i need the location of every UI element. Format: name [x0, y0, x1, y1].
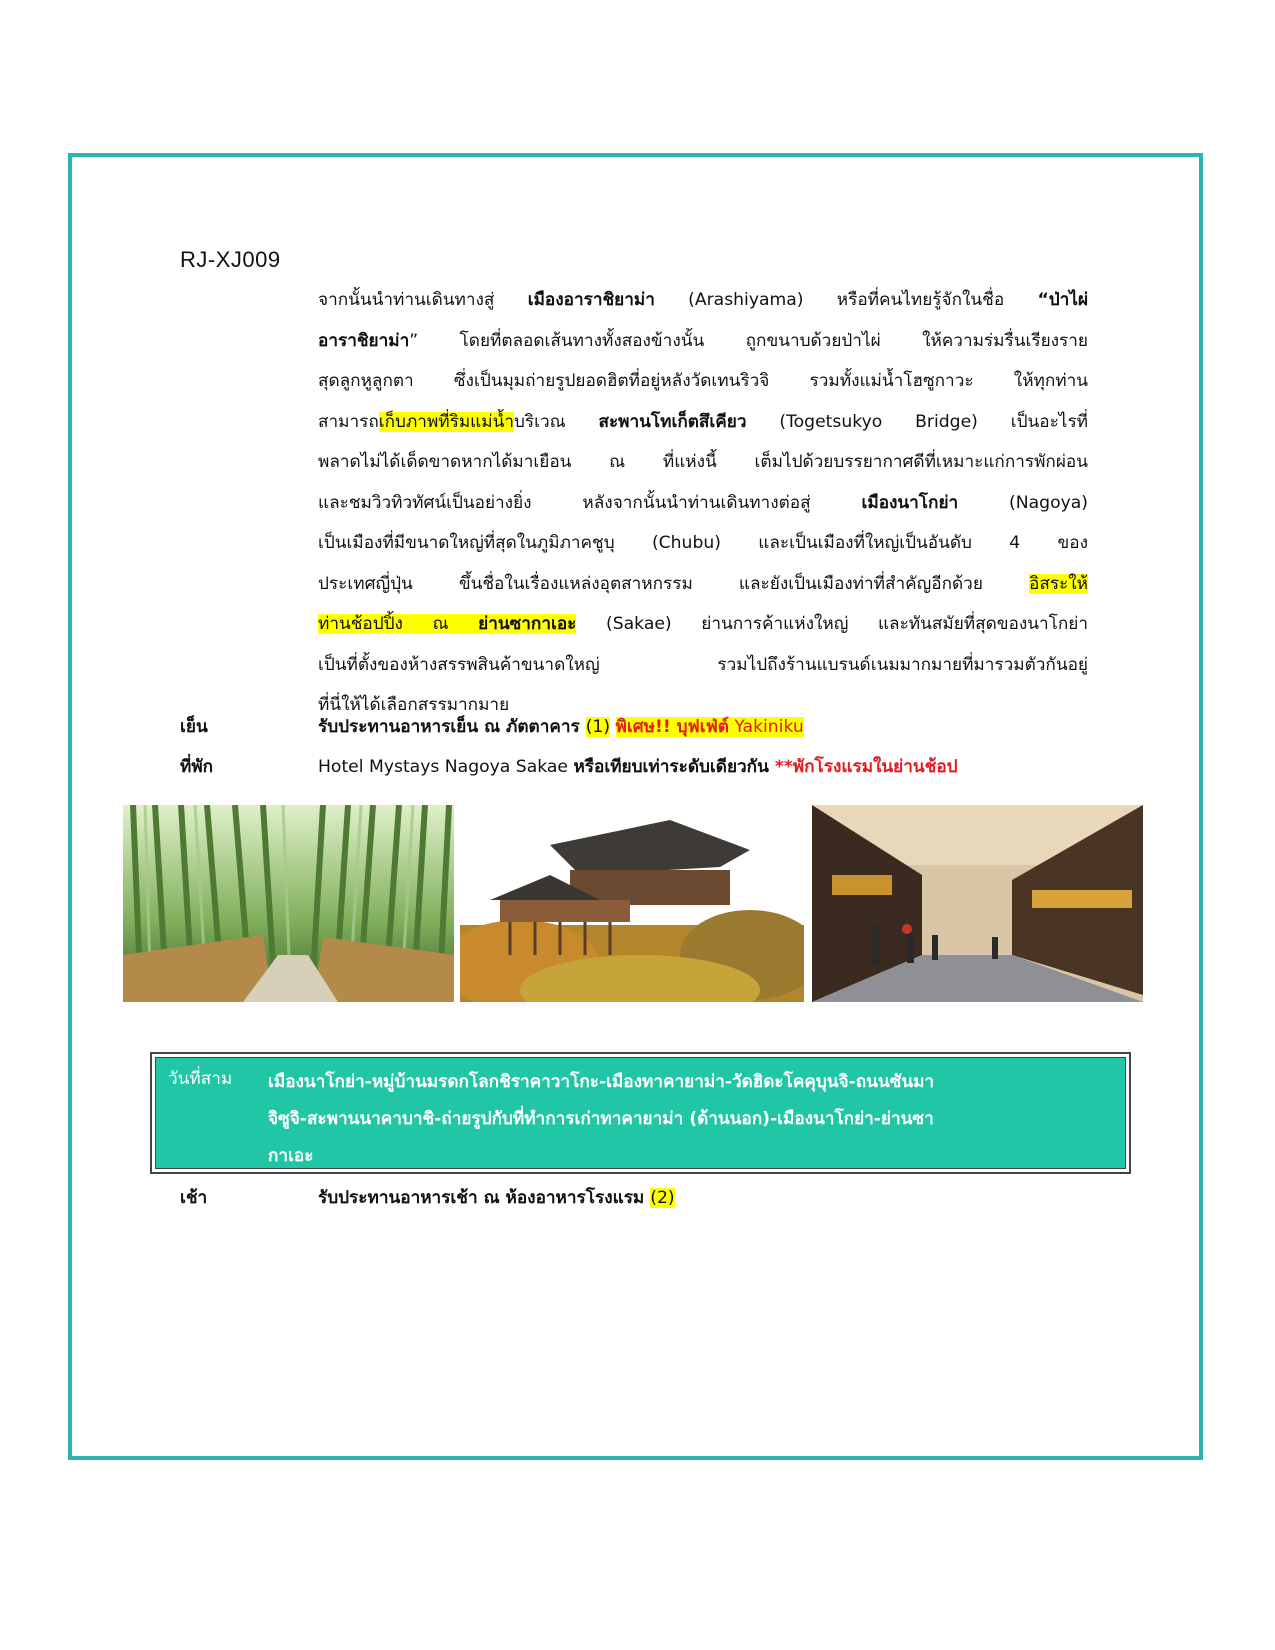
dinner-text: รับประทานอาหารเย็น ณ ภัตตาคาร: [318, 717, 586, 737]
hotel-name: Hotel Mystays Nagoya Sakae: [318, 757, 574, 777]
paragraph-text: ประเทศญี่ปุ่น ขึ้นชื่อในเรื่องแหล่งอุตสาหกรรม และยังเป็นเมืองท่าที่สำคัญอีกด้วย: [318, 573, 1029, 594]
hotel-equivalent: หรือเทียบเท่าระดับเดียวกัน: [573, 757, 775, 777]
paragraph-line: [318, 321, 1088, 362]
kiyomizu-temple-photo: [460, 805, 804, 1002]
paragraph-text: อาราชิยาม่า: [318, 330, 410, 351]
paragraph-text: ” โดยที่ตลอดเส้นทางทั้งสองข้างนั้น ถูกขนาบด้วยป่าไผ่ ให้ความร่มรื่นเรียงราย: [409, 330, 1088, 351]
paragraph-text: (Nagoya): [958, 492, 1088, 513]
paragraph-text: สามารถ: [318, 411, 379, 432]
highlighted-text: ย่านซากาเอะ: [478, 614, 577, 634]
paragraph-line: [318, 280, 1088, 321]
paragraph-text: ที่นี่ให้ได้เลือกสรรมากมาย: [318, 695, 510, 715]
paragraph-text: เป็นที่ตั้งของห้างสรรพสินค้าขนาดใหญ่ รวมไปถึงร้านแบรนด์เนมมากมายที่มารวมตัวกันอยู่: [318, 654, 1088, 675]
day3-route: [268, 1064, 1103, 1175]
paragraph-line: [318, 564, 1088, 605]
day3-route-line: กาเอะ: [268, 1146, 314, 1166]
paragraph-text: (Togetsukyo Bridge) เป็นอะไรที่: [746, 411, 1088, 432]
breakfast-value: [318, 1183, 675, 1211]
paragraph-text: เป็นเมืองที่มีขนาดใหญ่ที่สุดในภูมิภาคชูบุ (Chubu) และเป็นเมืองที่ใหญ่เป็นอันดับ 4 ของ: [318, 533, 1088, 553]
paragraph-text: (Arashiyama) หรือที่คนไทยรู้จักในชื่อ: [654, 290, 1038, 310]
hotel-note: **พักโรงแรมในย่านช้อป: [774, 757, 958, 777]
paragraph-text: บริเวณ: [513, 411, 599, 432]
highlighted-text: เก็บภาพที่ริมแม่น้ำ: [378, 411, 514, 432]
paragraph-text: จากนั้นนำท่านเดินทางสู่: [318, 290, 528, 310]
paragraph-text: เมืองอาราชิยาม่า: [527, 290, 655, 310]
itinerary-paragraph: [318, 280, 1088, 726]
highlighted-text: อิสระให้: [1029, 573, 1088, 594]
paragraph-text: เมืองนาโกย่า: [861, 492, 959, 513]
paragraph-text: และชมวิวทิวทัศน์เป็นอย่างยิ่ง หลังจากนั้นนำท่านเดินทางต่อสู่: [318, 492, 862, 513]
hotel-value: [318, 752, 958, 780]
meal-number: (2): [650, 1188, 675, 1208]
day3-header: [150, 1052, 1131, 1174]
meal-number: (1): [585, 717, 611, 737]
paragraph-line: [318, 442, 1088, 483]
paragraph-text: สะพานโทเก็ตสึเคียว: [598, 411, 747, 432]
paragraph-line: [318, 483, 1088, 524]
hotel-label: ที่พัก: [180, 757, 214, 777]
paragraph-text: “ป่าไผ่: [1037, 290, 1088, 310]
dinner-label: เย็น: [180, 717, 208, 737]
day3-band: [155, 1057, 1126, 1169]
paragraph-line: [318, 604, 1088, 645]
breakfast-label: เช้า: [180, 1188, 208, 1208]
paragraph-line: [318, 361, 1088, 402]
dinner-value: [318, 712, 804, 740]
highlighted-text: ท่านช้อปปิ้ง ณ: [318, 614, 479, 634]
old-street-photo: [812, 805, 1143, 1002]
paragraph-line: [318, 402, 1088, 443]
paragraph-text: สุดลูกหูลูกตา ซึ่งเป็นมุมถ่ายรูปยอดฮิตที่อยู่หลังวัดเทนริวจิ รวมทั้งแม่น้ำโฮซูกาวะ ให้ทุกท่าน: [318, 371, 1088, 391]
paragraph-line: [318, 523, 1088, 564]
special-menu: Yakiniku: [728, 717, 804, 737]
day3-label: วันที่สาม: [168, 1069, 233, 1089]
paragraph-text: (Sakae) ย่านการค้าแห่งใหญ่ และทันสมัยที่สุดของนาโกย่า: [576, 614, 1088, 634]
day3-route-line: จิซูจิ-สะพานนาคาบาชิ-ถ่ายรูปกับที่ทำการเก่าทาคายาม่า (ด้านนอก)-เมืองนาโกย่า-ย่านซา: [268, 1109, 934, 1129]
tour-code: RJ-XJ009: [180, 247, 281, 272]
paragraph-text: พลาดไม่ได้เด็ดขาดหากได้มาเยือน ณ ที่แห่งนี้ เต็มไปด้วยบรรยากาศดีที่เหมาะแก่การพักผ่อน: [318, 452, 1088, 472]
bamboo-forest-photo: [123, 805, 454, 1002]
paragraph-line: [318, 645, 1088, 686]
breakfast-text: รับประทานอาหารเช้า ณ ห้องอาหารโรงแรม: [318, 1188, 651, 1208]
day3-route-line: เมืองนาโกย่า-หมู่บ้านมรดกโลกชิราคาวาโกะ-เมืองทาคายาม่า-วัดฮิดะโคคุบุนจิ-ถนนซันมา: [268, 1072, 935, 1092]
special-label: พิเศษ!! บุฟเฟ่ต์: [615, 717, 729, 737]
